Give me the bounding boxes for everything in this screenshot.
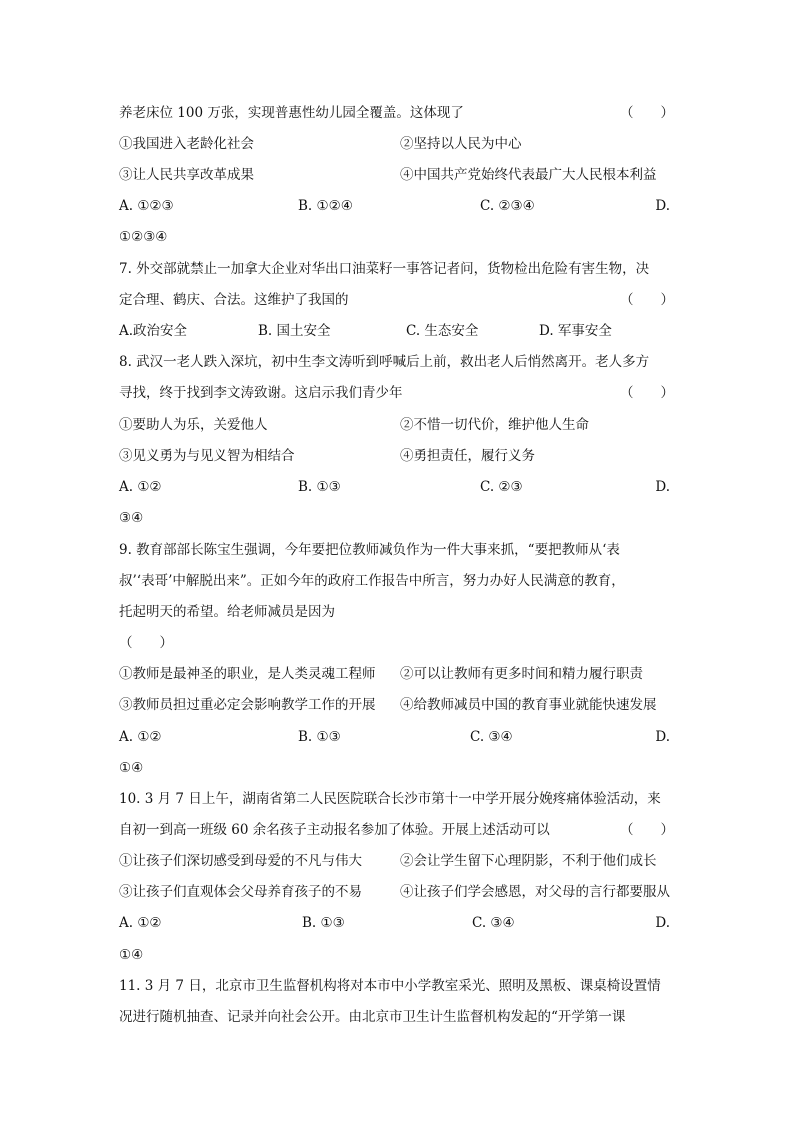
q8-option-c: C. ②③ bbox=[480, 479, 523, 495]
q9-stem-text-2: 叔’‘表哥’中解脱出来”。正如今年的政府工作报告中所言，努力办好人民满意的教育， bbox=[119, 573, 625, 589]
q6-answer-paren: （ ） bbox=[620, 105, 674, 121]
q6-stem-text: 养老床位 100 万张，实现普惠性幼儿园全覆盖。这体现了 bbox=[119, 105, 464, 121]
q9-answer-paren: （ ） bbox=[119, 635, 173, 651]
q9-choice-4: ④给教师减员中国的教育事业就能快速发展 bbox=[400, 697, 657, 713]
q9-option-a: A. ①② bbox=[119, 729, 162, 745]
q6-option-d: D. bbox=[655, 198, 670, 214]
q8-choice-4: ④勇担责任，履行义务 bbox=[400, 448, 535, 464]
q10-option-c: C. ③④ bbox=[472, 915, 515, 931]
q8-options-row bbox=[119, 477, 674, 497]
q6-option-d-cont-row bbox=[119, 227, 674, 247]
q10-stem-text-1: 10. 3 月 7 日上午，湖南省第二人民医院联合长沙市第十一中学开展分娩疼痛体验活动，来 bbox=[119, 791, 661, 807]
q10-option-d: D. bbox=[655, 915, 670, 931]
q7-stem-text-2: 定合理、鹤庆、合法。这维护了我国的 bbox=[119, 292, 349, 308]
q9-choice-2: ②可以让教师有更多时间和精力履行职责 bbox=[400, 666, 643, 682]
q6-choice-3: ③让人民共享改革成果 bbox=[119, 167, 254, 183]
q6-option-c: C. ②③④ bbox=[480, 198, 535, 214]
q8-stem-line-2 bbox=[119, 383, 674, 403]
q6-options-row bbox=[119, 196, 674, 216]
q9-choice-1: ①教师是最神圣的职业，是人类灵魂工程师 bbox=[119, 666, 376, 682]
q8-stem-text-2: 寻找，终于找到李文涛致谢。这启示我们青少年 bbox=[119, 385, 403, 401]
q6-choice-row-1 bbox=[119, 134, 674, 154]
q10-options-row bbox=[119, 913, 674, 933]
q10-option-d-cont-row bbox=[119, 945, 674, 965]
q9-stem-line-3 bbox=[119, 602, 674, 622]
q6-option-b: B. ①②④ bbox=[298, 198, 353, 214]
q10-stem-text-2: 自初一到高一班级 60 余名孩子主动报名参加了体验。开展上述活动可以 bbox=[119, 822, 550, 838]
q10-option-b: B. ①③ bbox=[302, 915, 345, 931]
q10-option-a: A. ①② bbox=[119, 915, 162, 931]
q6-choice-row-2 bbox=[119, 165, 674, 185]
q7-stem-text-1: 7. 外交部就禁止一加拿大企业对华出口油菜籽一事答记者问，货物检出危险有害生物，决 bbox=[119, 261, 650, 277]
q7-stem-line-2 bbox=[119, 290, 674, 310]
q10-choice-1: ①让孩子们深切感受到母爱的不凡与伟大 bbox=[119, 853, 362, 869]
q8-option-b: B. ①③ bbox=[298, 479, 341, 495]
q9-option-d-content: ①④ bbox=[119, 760, 144, 776]
q10-choice-row-1 bbox=[119, 851, 674, 871]
q7-answer-paren: （ ） bbox=[620, 292, 674, 308]
q9-stem-line-1 bbox=[119, 540, 674, 560]
q8-option-d-content: ③④ bbox=[119, 510, 144, 526]
q9-options-row bbox=[119, 727, 674, 747]
q7-stem-line-1 bbox=[119, 259, 674, 279]
q8-option-d: D. bbox=[655, 479, 670, 495]
q10-choice-4: ④让孩子们学会感恩，对父母的言行都要服从 bbox=[400, 884, 670, 900]
q10-choice-row-2 bbox=[119, 882, 674, 902]
q8-option-a: A. ①② bbox=[119, 479, 162, 495]
q8-stem-line-1 bbox=[119, 352, 674, 372]
q6-choice-4: ④中国共产党始终代表最广大人民根本利益 bbox=[400, 167, 657, 183]
q9-option-d-cont-row bbox=[119, 758, 674, 778]
q9-option-d: D. bbox=[655, 729, 670, 745]
q8-option-d-cont-row bbox=[119, 508, 674, 528]
q9-choice-row-1 bbox=[119, 664, 674, 684]
q6-choice-2: ②坚持以人民为中心 bbox=[400, 136, 522, 152]
q10-choice-2: ②会让学生留下心理阴影，不利于他们成长 bbox=[400, 853, 657, 869]
q9-option-c: C. ③④ bbox=[470, 729, 513, 745]
q10-answer-paren: （ ） bbox=[620, 822, 674, 838]
q6-option-a: A. ①②③ bbox=[119, 198, 174, 214]
q6-choice-1: ①我国进入老龄化社会 bbox=[119, 136, 254, 152]
q7-option-b: B. 国土安全 bbox=[258, 323, 331, 339]
q8-choice-2: ②不惜一切代价，维护他人生命 bbox=[400, 417, 589, 433]
q11-stem-text-1: 11. 3 月 7 日，北京市卫生监督机构将对本市中小学教室采光、照明及黑板、课桌椅设置情 bbox=[119, 978, 661, 994]
q11-stem-text-2: 况进行随机抽查、记录并向社会公开。由北京市卫生计生监督机构发起的“开学第一课 bbox=[119, 1009, 626, 1025]
q8-stem-text-1: 8. 武汉一老人跌入深坑，初中生李文涛听到呼喊后上前，救出老人后悄然离开。老人多方 bbox=[119, 354, 650, 370]
q6-option-d-content: ①②③④ bbox=[119, 229, 168, 245]
q10-option-d-content: ①④ bbox=[119, 947, 144, 963]
q7-options-row bbox=[119, 321, 674, 341]
q7-option-d: D. 军事安全 bbox=[539, 323, 612, 339]
q8-choice-row-1 bbox=[119, 415, 674, 435]
q11-stem-line-2 bbox=[119, 1007, 674, 1027]
q10-stem-line-1 bbox=[119, 789, 674, 809]
q10-stem-line-2 bbox=[119, 820, 674, 840]
q9-choice-row-2 bbox=[119, 695, 674, 715]
q8-choice-3: ③见义勇为与见义智为相结合 bbox=[119, 448, 295, 464]
q8-answer-paren: （ ） bbox=[620, 385, 674, 401]
q6-stem-line bbox=[119, 103, 674, 123]
q9-option-b: B. ①③ bbox=[298, 729, 341, 745]
q9-stem-text-3: 托起明天的希望。给老师减员是因为 bbox=[119, 604, 335, 620]
q9-paren-line bbox=[119, 633, 674, 653]
q10-choice-3: ③让孩子们直观体会父母养育孩子的不易 bbox=[119, 884, 362, 900]
q7-option-c: C. 生态安全 bbox=[406, 323, 479, 339]
q9-stem-text-1: 9. 教育部部长陈宝生强调，今年要把位教师减负作为一件大事来抓，“要把教师从‘表 bbox=[119, 542, 620, 558]
q8-choice-1: ①要助人为乐，关爱他人 bbox=[119, 417, 268, 433]
q7-option-a: A.政治安全 bbox=[119, 323, 188, 339]
q8-choice-row-2 bbox=[119, 446, 674, 466]
q9-stem-line-2 bbox=[119, 571, 674, 591]
q11-stem-line-1 bbox=[119, 976, 674, 996]
q9-choice-3: ③教师员担过重必定会影响教学工作的开展 bbox=[119, 697, 376, 713]
